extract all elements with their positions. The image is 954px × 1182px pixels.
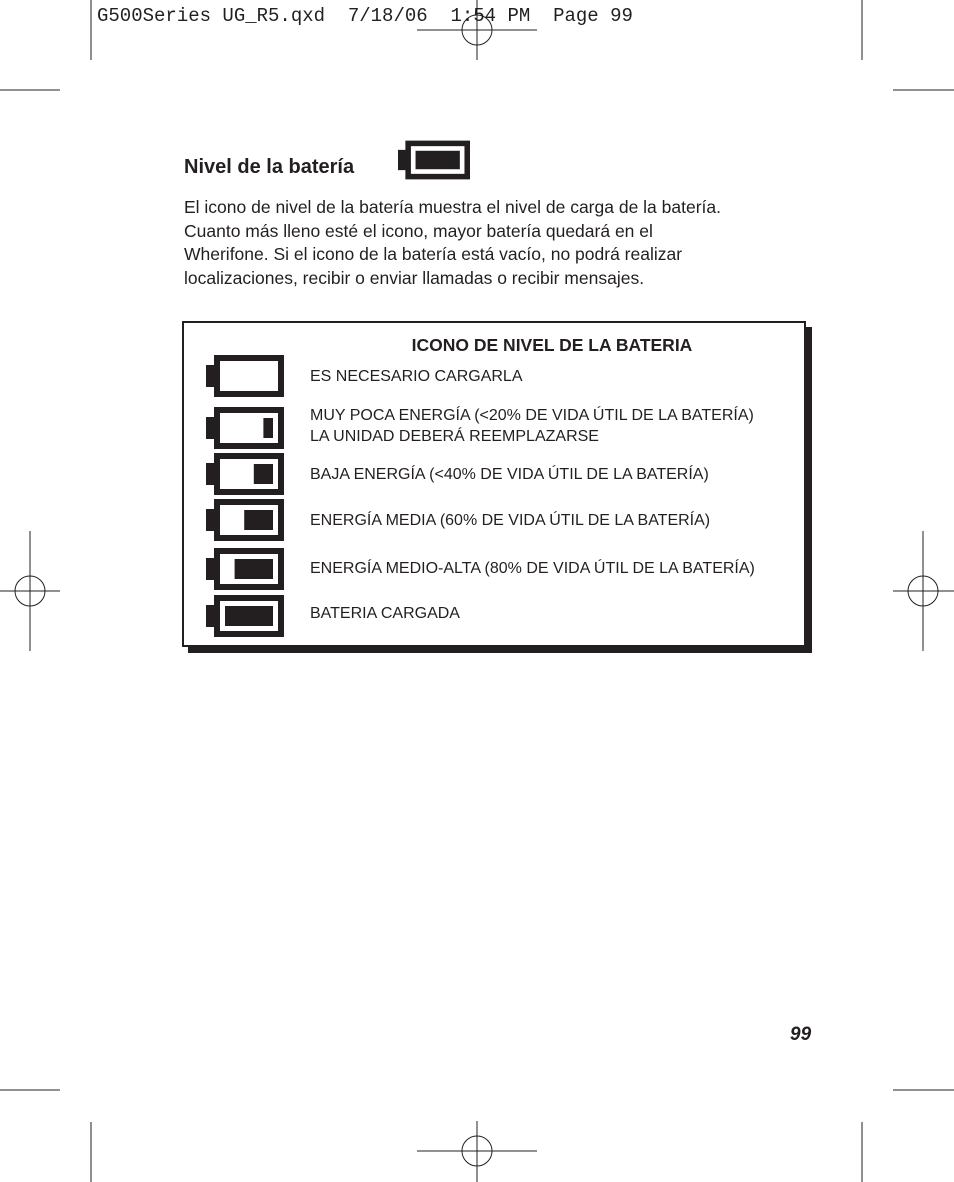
row-line: ES NECESARIO CARGARLA: [310, 368, 523, 385]
row-line: MUY POCA ENERGÍA (<20% DE VIDA ÚTIL DE LA BATERÍA): [310, 407, 754, 424]
intro-line: localizaciones, recibir o enviar llamadas o recibir mensajes.: [184, 267, 645, 288]
intro-line: El icono de nivel de la batería muestra el nivel de carga de la batería.: [184, 197, 721, 217]
battery-row-label: [310, 366, 523, 387]
intro-line: Cuanto más lleno esté el icono, mayor batería quedará en el: [184, 220, 653, 241]
intro-line: Wherifone. Si el icono de la batería está vacío, no podrá realizar: [184, 244, 683, 264]
battery-medium-icon: [206, 499, 284, 541]
section-title: Nivel de la batería: [184, 156, 355, 178]
battery-empty-icon: [206, 355, 284, 397]
row-line: BATERIA CARGADA: [310, 605, 460, 622]
battery-row-label: [310, 405, 754, 447]
battery-fill: [254, 464, 273, 484]
row-line: BAJA ENERGÍA (<40% DE VIDA ÚTIL DE LA BATERÍA): [310, 466, 709, 483]
print-slug-line: G500Series UG_R5.qxd 7/18/06 1:54 PM Page 99: [97, 5, 633, 27]
battery-level-table: [182, 321, 806, 647]
battery-fill: [263, 418, 273, 438]
battery-row-label: [310, 558, 755, 579]
table-title: ICONO DE NIVEL DE LA BATERIA: [411, 335, 693, 355]
row-line: ENERGÍA MEDIO-ALTA (80% DE VIDA ÚTIL DE LA BATERÍA): [310, 560, 755, 577]
battery-very-low-icon: [206, 407, 284, 449]
battery-low-icon: [206, 453, 284, 495]
battery-medium-high-icon: [206, 548, 284, 590]
page-number: 99: [790, 1024, 812, 1045]
battery-row-label: [310, 603, 460, 624]
battery-fill: [225, 606, 273, 626]
intro-paragraph: [184, 196, 824, 290]
battery-row-label: [310, 464, 709, 485]
battery-full-icon: [206, 595, 284, 637]
row-line: LA UNIDAD DEBERÁ REEMPLAZARSE: [310, 428, 599, 445]
row-line: ENERGÍA MEDIA (60% DE VIDA ÚTIL DE LA BATERÍA): [310, 512, 711, 529]
battery-fill: [244, 510, 273, 530]
battery-row-label: [310, 510, 710, 531]
battery-full-icon: [398, 140, 470, 180]
battery-fill: [235, 559, 273, 579]
